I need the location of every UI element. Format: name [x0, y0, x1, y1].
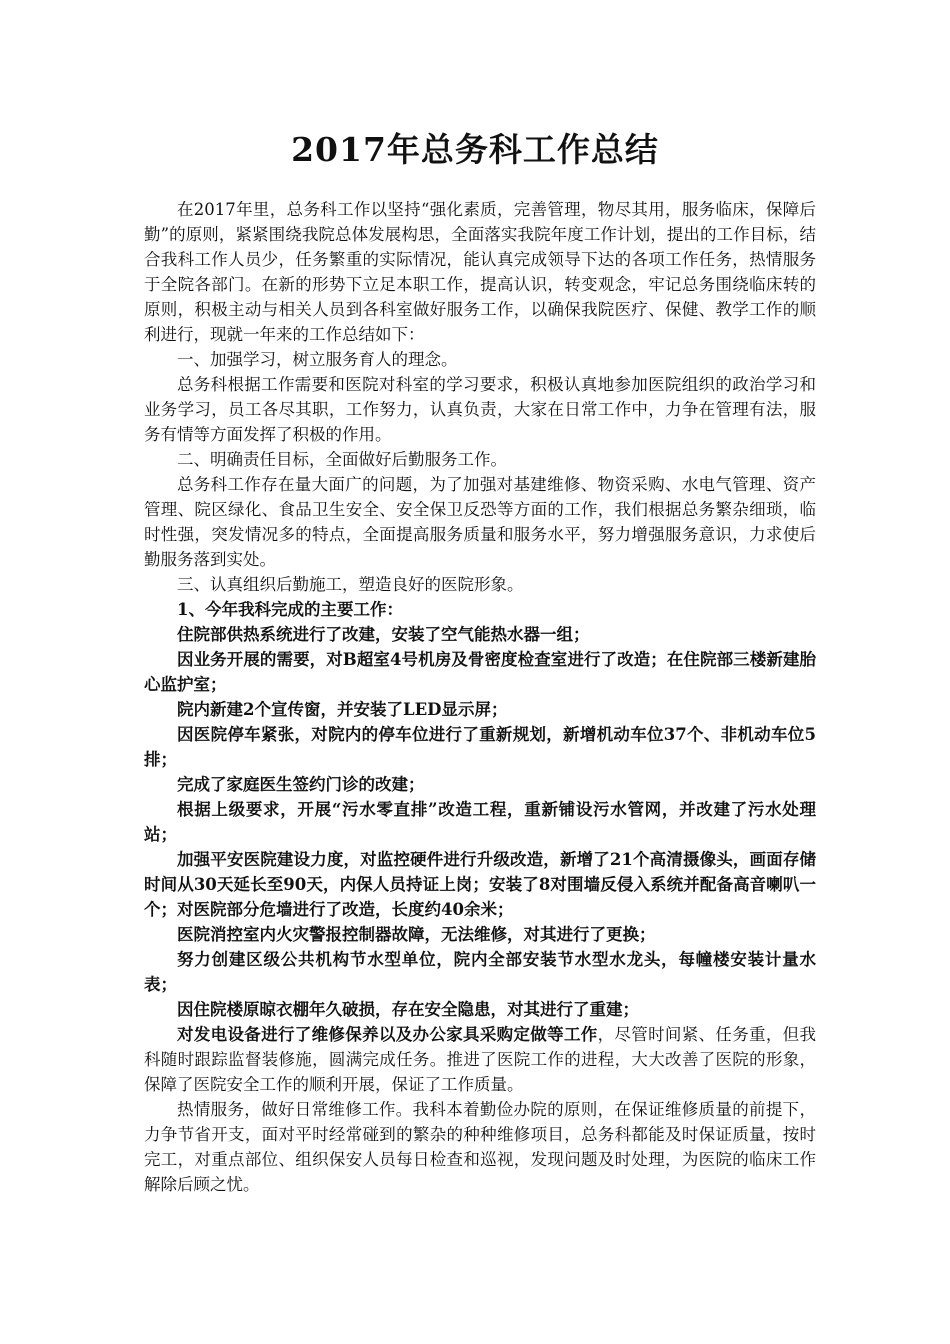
work-item: 院内新建2个宣传窗，并安装了LED显示屏；: [177, 700, 508, 719]
work-item: 住院部供热系统进行了改建，安装了空气能热水器一组；: [177, 625, 590, 644]
document-body: [144, 197, 816, 1197]
section-heading-2: 二、明确责任目标，全面做好后勤服务工作。: [177, 450, 507, 469]
document-title: 2017年总务科工作总结: [291, 130, 659, 169]
section-paragraph-1: 总务科根据工作需要和医院对科室的学习要求，积极认真地参加医院组织的政治学习和业务学习，员工各尽其职，工作努力，认真负责，大家在日常工作中，力争在管理有法，服务有情等方面发挥了积极的作用。: [144, 375, 816, 444]
work-item: 因业务开展的需要，对B超室4号机房及骨密度检查室进行了改造；在住院部三楼新建胎心监护室；: [144, 650, 816, 694]
work-item: 加强平安医院建设力度，对监控硬件进行升级改造，新增了21个高清摄像头，画面存储时间从30天延长至90天，内保人员持证上岗；安装了8对围墙反侵入系统并配备高音喇叭一个；对医院部分危墙进行了改造，长度约40余米；: [144, 850, 816, 919]
work-item-mixed: [144, 1022, 816, 1097]
work-list-heading: 1、今年我科完成的主要工作：: [177, 600, 403, 619]
section-heading-3: 三、认真组织后勤施工，塑造良好的医院形象。: [177, 575, 524, 594]
section-paragraph-2: 总务科工作存在量大面广的问题，为了加强对基建维修、物资采购、水电气管理、资产管理、院区绿化、食品卫生安全、安全保卫反恐等方面的工作，我们根据总务繁杂细琐，临时性强，突发情况多的特点，全面提高服务质量和服务水平，努力增强服务意识，力求使后勤服务落到实处。: [144, 475, 816, 569]
work-item: 因医院停车紧张，对院内的停车位进行了重新规划，新增机动车位37个、非机动车位5排；: [144, 725, 816, 769]
work-item: 因住院楼原晾衣棚年久破损，存在安全隐患，对其进行了重建；: [177, 1000, 639, 1019]
intro-paragraph: 在2017年里，总务科工作以坚持“强化素质，完善管理，物尽其用，服务临床，保障后勤”的原则，紧紧围绕我院总体发展构思，全面落实我院年度工作计划，提出的工作目标，结合我科工作人员少，任务繁重的实际情况，能认真完成领导下达的各项工作任务，热情服务于全院各部门。在新的形势下立足本职工作，提高认识，转变观念，牢记总务围绕临床转的原则，积极主动与相关人员到各科室做好服务工作，以确保我院医疗、保健、教学工作的顺利进行，现就一年来的工作总结如下：: [144, 200, 816, 344]
work-item-normal-part: ，尽管时间紧、任务重，但我科随时跟踪监督装修施，圆满完成任务。推进了医院工作的进程，大大改善了医院的形象，保障了医院安全工作的顺利开展，保证了工作质量。: [144, 1025, 817, 1094]
work-item: 医院消控室内火灾警报控制器故障，无法维修，对其进行了更换；: [177, 925, 656, 944]
work-item: 努力创建区级公共机构节水型单位，院内全部安装节水型水龙头，每幢楼安装计量水表；: [144, 950, 816, 994]
work-item: 根据上级要求，开展“污水零直排”改造工程，重新铺设污水管网，并改建了污水处理站；: [144, 800, 816, 844]
section-heading-1: 一、加强学习，树立服务育人的理念。: [177, 350, 458, 369]
closing-paragraph: 热情服务，做好日常维修工作。我科本着勤俭办院的原则，在保证维修质量的前提下，力争节省开支，面对平时经常碰到的繁杂的种种维修项目，总务科都能及时保证质量，按时完工，对重点部位、组织保安人员每日检查和巡视，发现问题及时处理，为医院的临床工作解除后顾之忧。: [144, 1100, 816, 1194]
work-item: 完成了家庭医生签约门诊的改建；: [177, 775, 425, 794]
work-item-bold-part: 对发电设备进行了维修保养以及办公家具采购定做等工作: [177, 1025, 598, 1044]
